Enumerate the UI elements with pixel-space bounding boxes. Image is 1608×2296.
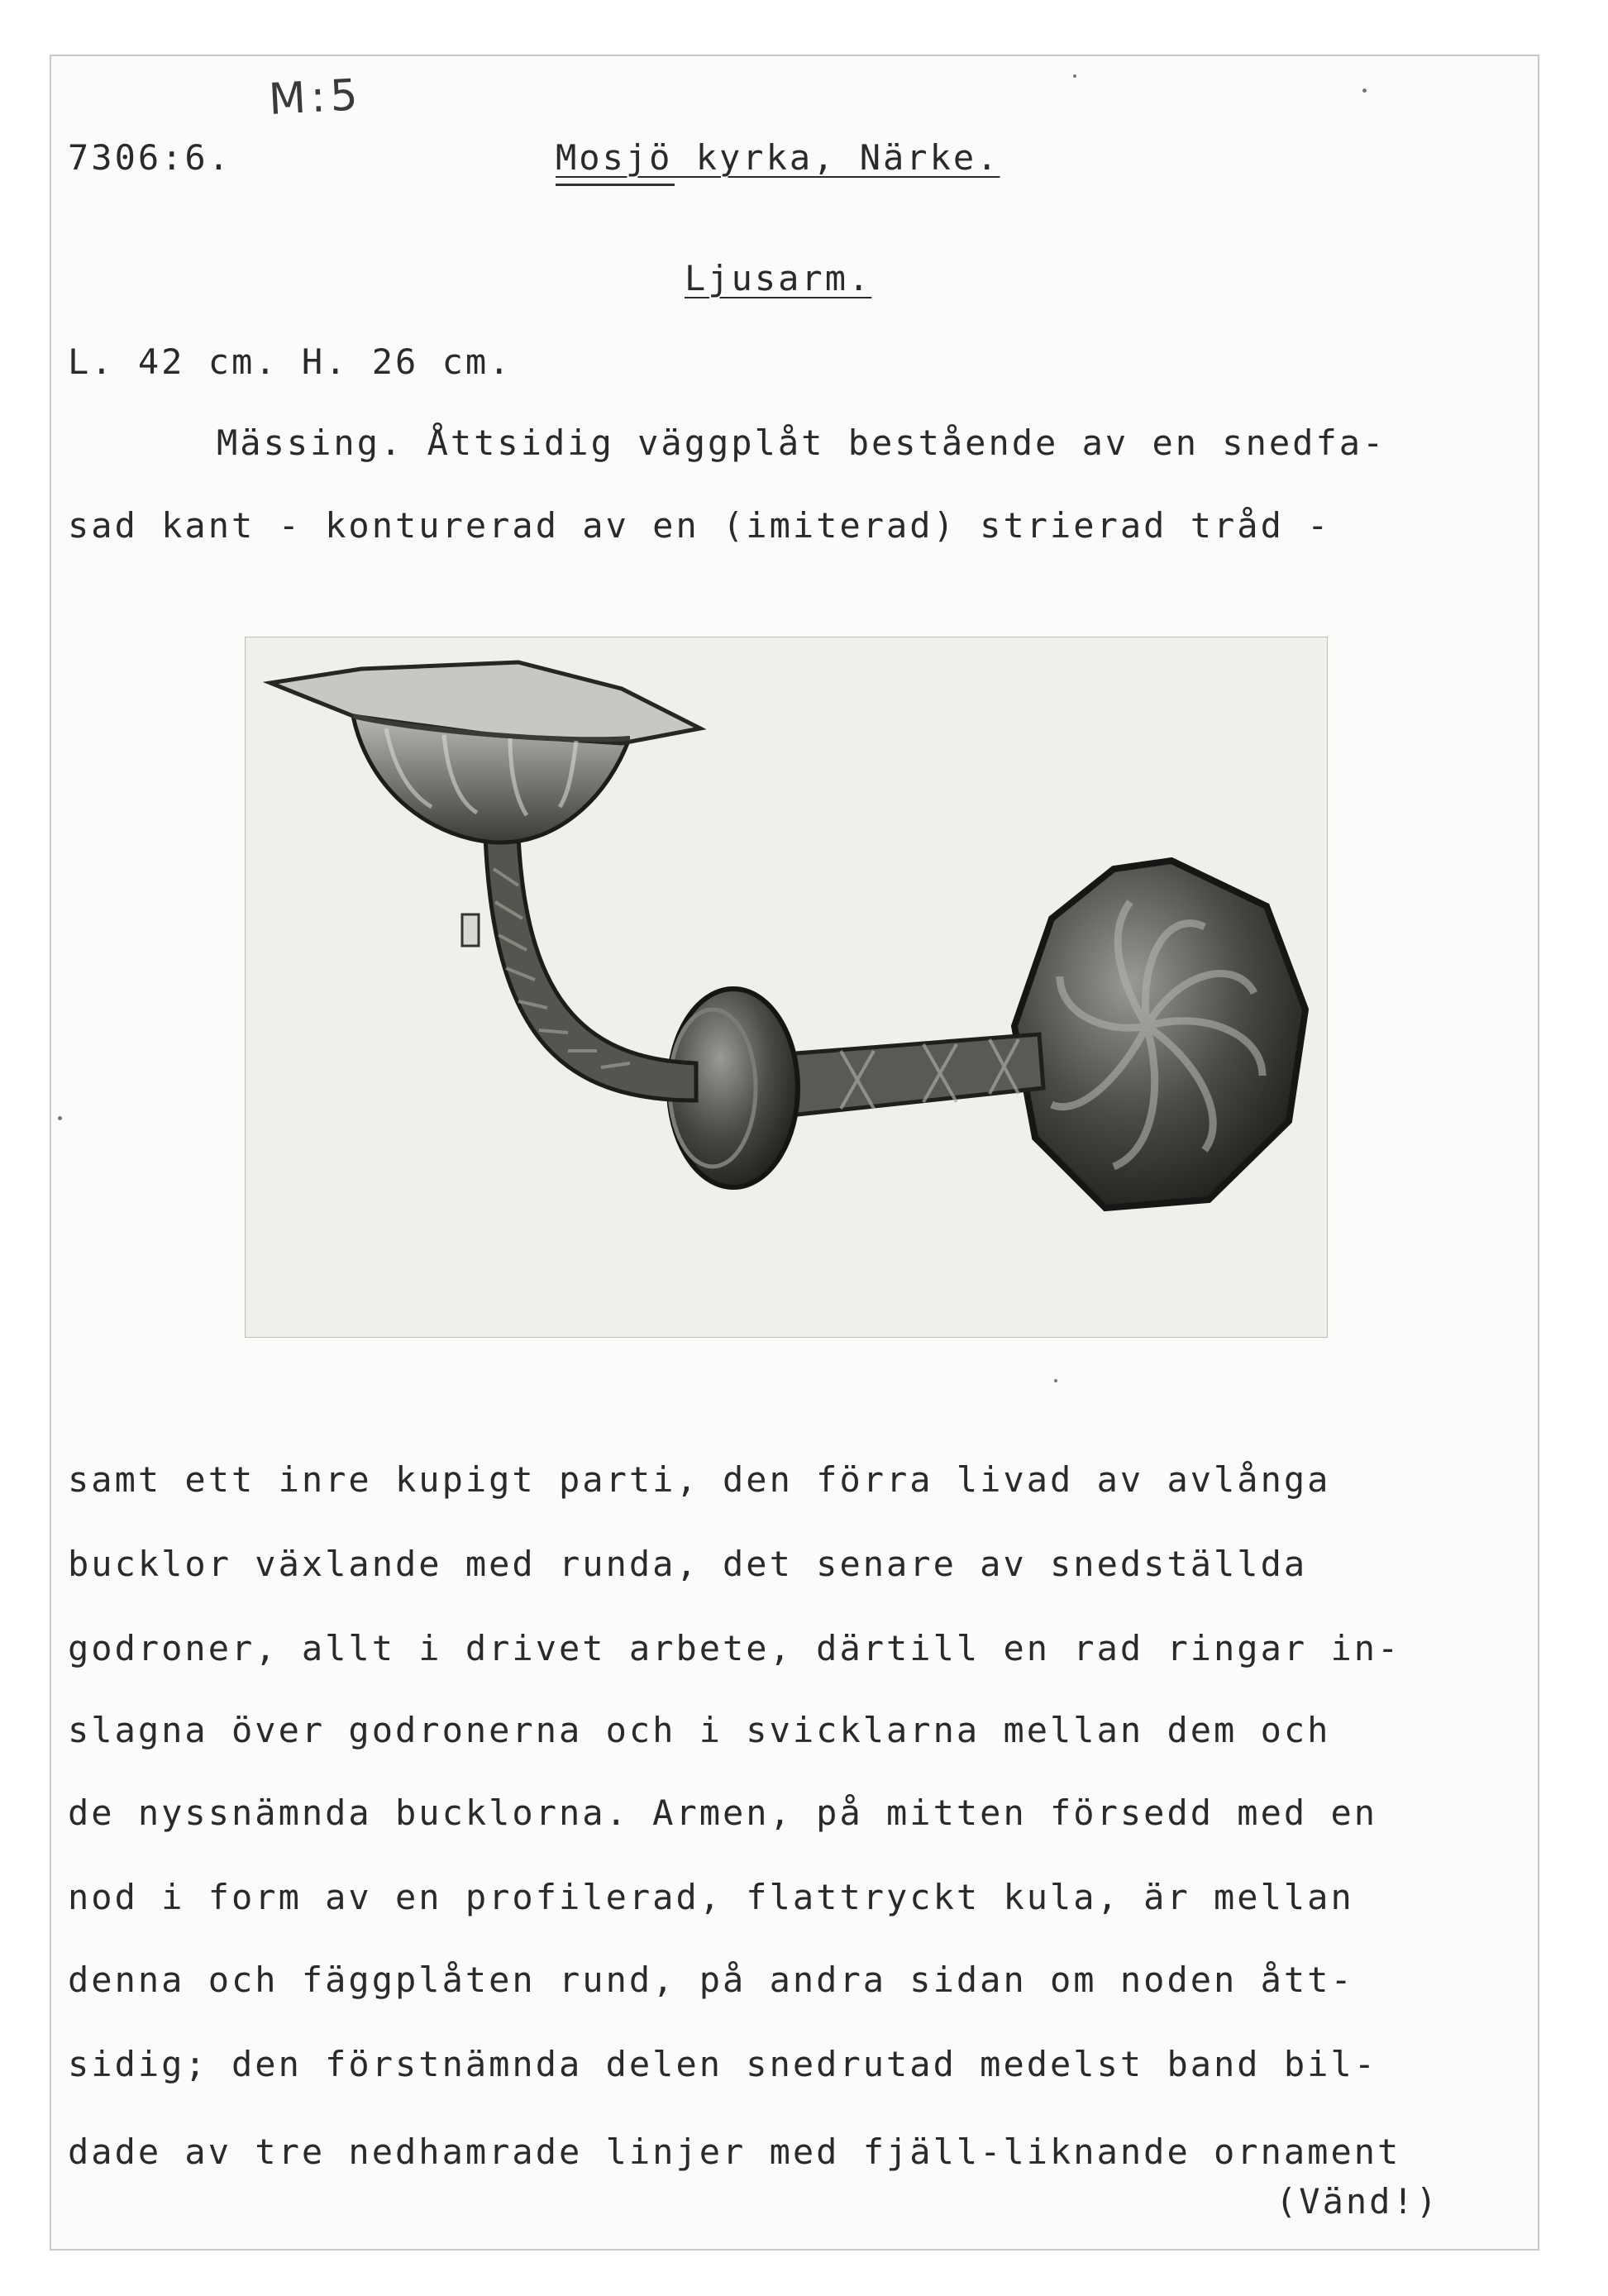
description-line-7: de nyssnämnda bucklorna. Armen, på mitten försedd med en: [68, 1792, 1378, 1833]
paper-speck: [1073, 74, 1076, 78]
paper-speck: [1362, 88, 1367, 93]
handwritten-code: M:5: [267, 70, 364, 125]
title-rule: [556, 184, 675, 186]
description-line-5: godroner, allt i drivet arbete, därtill en rad ringar in-: [68, 1628, 1401, 1668]
description-line-2: sad kant - konturerad av en (imiterad) strierad tråd -: [68, 505, 1331, 546]
catalog-number: 7306:6.: [68, 137, 232, 178]
object-name: Ljusarm.: [685, 258, 872, 298]
description-line-1: Mässing. Åttsidig väggplåt bestående av en snedfa-: [217, 422, 1386, 463]
location-title: Mosjö kyrka, Närke.: [556, 137, 1000, 178]
description-line-4: bucklor växlande med runda, det senare av snedställda: [68, 1544, 1308, 1584]
description-line-10: sidig; den förstnämnda delen snedrutad medelst band bil-: [68, 2044, 1378, 2084]
paper-speck: [58, 1116, 62, 1120]
object-photograph: [245, 637, 1328, 1338]
description-line-6: slagna över godronerna och i svicklarna mellan dem och: [68, 1710, 1331, 1750]
dimensions: L. 42 cm. H. 26 cm.: [68, 341, 513, 382]
turn-note: (Vänd!): [1276, 2181, 1440, 2222]
description-line-11: dade av tre nedhamrade linjer med fjäll-liknande ornament: [68, 2131, 1401, 2172]
description-line-3: samt ett inre kupigt parti, den förra livad av avlånga: [68, 1459, 1331, 1500]
description-line-9: denna och fäggplåten rund, på andra sidan om noden ått-: [68, 1959, 1354, 2000]
description-line-8: nod i form av en profilerad, flattryckt kula, är mellan: [68, 1877, 1354, 1917]
paper-speck: [1054, 1379, 1057, 1382]
candle-arm-photo-icon: [246, 637, 1327, 1337]
